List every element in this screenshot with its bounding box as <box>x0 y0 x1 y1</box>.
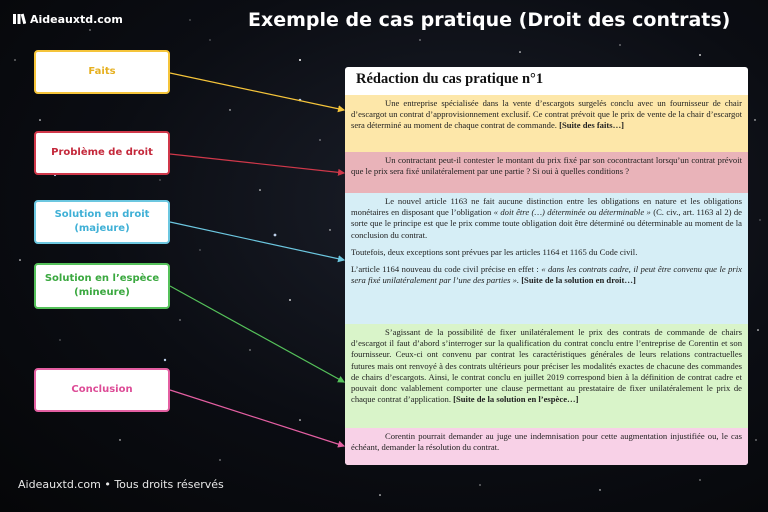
majeure-p2: Toutefois, deux exceptions sont prévues par les articles 1164 et 1165 du Code civil. <box>351 246 638 257</box>
section-probleme <box>345 152 748 193</box>
brand-logo[interactable] <box>12 12 123 26</box>
majeure-p1-end: (C. civ., art. 1163 al 2) de sorte que le principe est que le prix comme toute obligation doit être déterminé ou déterminable au moment de la conclusion du contrat. <box>351 207 742 240</box>
majeure-p3-start: L’article 1164 nouveau du code civil précise en effet : <box>351 263 539 274</box>
mineure-more-link[interactable]: [Suite de la solution en l’espèce…] <box>453 394 579 405</box>
majeure-p3-quote: « dans les contrats cadre, il peut être convenu que le prix sera fixé unilatéralement par l’une des parties ». <box>351 263 742 286</box>
logo-icon <box>12 12 26 26</box>
section-mineure <box>345 324 748 428</box>
document-card <box>345 67 748 465</box>
section-conclusion <box>345 428 748 465</box>
label-solution-en-espece: Solution en l’espèce (mineure) <box>34 263 170 309</box>
page-title: Exemple de cas pratique (Droit des contrats) <box>248 9 731 31</box>
majeure-p1-start: Le nouvel article 1163 ne fait aucune distinction entre les obligations en nature et les obligations monétaires en disposant que l’obligation <box>351 196 742 218</box>
section-majeure <box>345 193 748 324</box>
mineure-text: S’agissant de la possibilité de fixer unilatéralement le prix des contrats de commande de chairs d’escargot il faut d’abord s’interroger sur la qualification du contrat conclu entre l’entreprise de Corentin et son fournisseur. Ceux-ci ont convenu par contrat les caractéristiques générales de leurs relations contractuelles futures mais ont renvoyé à des contrats ultérieurs pour préciser les modalités exactes de chacune des commandes de chairs d’escargots. Ainsi, le contrat conclu en juillet 2019 correspond bien à la définition de contrat cadre et pouvait donc valablement comporter une clause permettant au prestataire de fixer unilatéralement le prix de chaque contrat d’application. <box>351 327 742 405</box>
section-faits <box>345 95 748 152</box>
label-conclusion: Conclusion <box>34 368 170 412</box>
label-probleme-de-droit: Problème de droit <box>34 131 170 175</box>
label-faits: Faits <box>34 50 170 94</box>
faits-text: Une entreprise spécialisée dans la vente d’escargots surgelés conclu avec un fournisseur de chair d’escargot un contrat d’approvisionnement exclusif. Ce contrat prévoit que le prix de vente de la chair d’escargot sera déterminé au moment de chaque contrat de commande. <box>351 98 742 131</box>
majeure-more-link[interactable]: [Suite de la solution en droit…] <box>521 275 636 286</box>
faits-more-link[interactable]: [Suite des faits…] <box>559 120 625 131</box>
majeure-p1-quote: « doit être (…) déterminée ou déterminable » <box>493 207 651 218</box>
footer-copyright: Aideauxtd.com • Tous droits réservés <box>18 478 224 491</box>
label-solution-en-droit: Solution en droit (majeure) <box>34 200 170 244</box>
probleme-text: Un contractant peut-il contester le montant du prix fixé par son cocontractant lorsqu’un contrat prévoit que le prix sera fixé unilatéralement par une partie ? Si oui à quelles conditions ? <box>351 155 742 177</box>
document-title: Rédaction du cas pratique n°1 <box>356 71 544 87</box>
logo-text: Aideauxtd.com <box>30 12 123 26</box>
conclusion-text: Corentin pourrait demander au juge une indemnisation pour cette augmentation injustifiée ou, le cas échéant, demander la résolution du contrat. <box>351 431 742 453</box>
